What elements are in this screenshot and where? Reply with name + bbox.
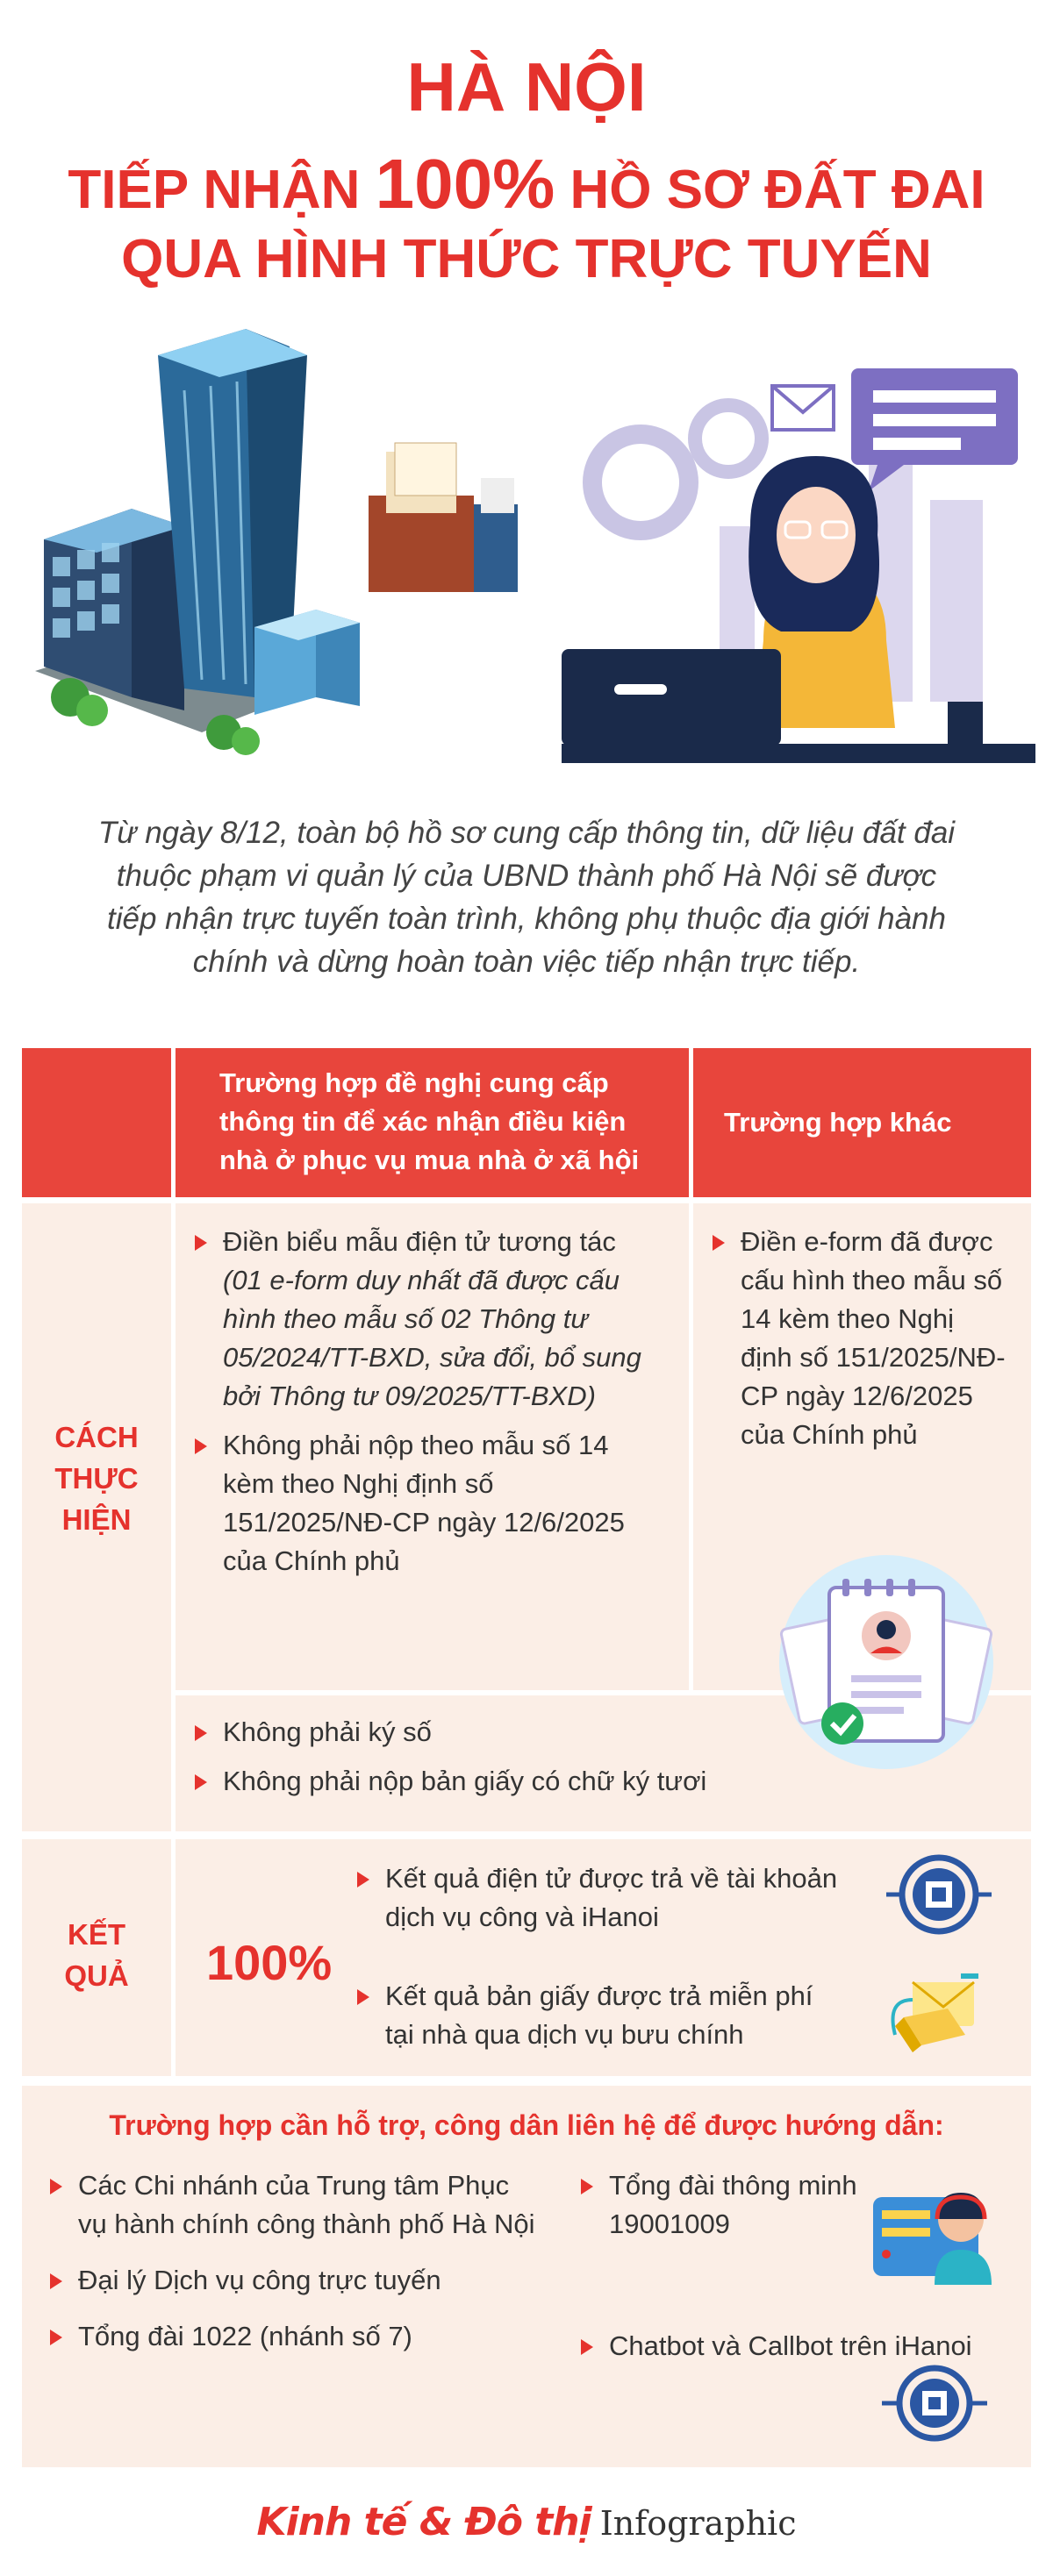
footer [0,2500,1053,2544]
method-col1-cell [176,1203,689,1690]
list-item: Điền e-form đã được cấu hình theo mẫu số 14 kèm theo Nghị định số 151/2025/NĐ-CP ngày 12/6/2025 của Chính phủ [711,1223,1009,1454]
result-label: KẾT QUẢ [64,1918,129,1992]
list-item: Không phải ký số [193,1713,1005,1752]
intro-paragraph: Từ ngày 8/12, toàn bộ hồ sơ cung cấp thông tin, dữ liệu đất đai thuộc phạm vi quản lý của UBND thành phố Hà Nội sẽ được tiếp nhận trực tuyến toàn trình, không phụ thuộc địa giới hành chính và dừng hoàn toàn việc tiếp nhận trực tiếp. [97,816,956,979]
brand-logo: Kinh tế & Đô thị [256,2500,591,2544]
buildings-illustration [26,320,518,776]
result-list-wrap [355,1859,847,2065]
support-title: Trường hợp cần hỗ trợ, công dân liên hệ để được hướng dẫn: [109,2109,944,2141]
list-item: Đại lý Dịch vụ công trực tuyến [48,2261,540,2300]
title-line-2-percent: 100% [375,145,555,223]
result-list [355,1859,847,2054]
list-item [193,1223,663,1416]
title-line-3: QUA HÌNH THỨC TRỰC TUYẾN [121,229,932,289]
table-header-col2 [693,1048,1031,1197]
list-item: Không phải nộp theo mẫu số 14 kèm theo Nghị định số 151/2025/NĐ-CP ngày 12/6/2025 của Chính phủ [193,1426,663,1581]
support-left-wrap [48,2166,540,2366]
list-item: Không phải nộp bản giấy có chữ ký tươi [193,1762,1005,1801]
table-header-col1-text: Trường hợp đề nghị cung cấp thông tin để xác nhận điều kiện nhà ở phục vụ mua nhà ở xã hội [219,1067,640,1175]
title-line-1: HÀ NỘI [406,48,647,125]
brand-suffix: Infographic [599,2504,797,2543]
table-header-corner [22,1048,171,1197]
method-col1-item1-note: (01 e-form duy nhất đã được cấu hình theo mẫu số 02 Thông tư 05/2024/TT-BXD, sửa đổi, bổ sung bởi Thông tư 09/2025/TT-BXD) [223,1265,641,1411]
method-col2-list [711,1223,1009,1454]
list-item: Chatbot và Callbot trên iHanoi [579,2327,1000,2365]
list-item: Tổng đài 1022 (nhánh số 7) [48,2317,540,2356]
result-percentage: 100% [206,1935,333,1990]
delivery-package-icon [878,1965,992,2061]
hanoi-emblem-icon [882,2359,987,2447]
list-item: Kết quả điện tử được trả về tài khoản dịch vụ công và iHanoi [355,1859,847,1937]
method-col1-item1-main: Điền biểu mẫu điện tử tương tác [223,1226,616,1257]
method-label: CÁCH THỰC HIỆN [54,1421,139,1536]
table-header-col1 [176,1048,689,1197]
title-line-2-pre: TIẾP NHẬN [68,160,376,220]
list-item: Tổng đài thông minh 19001009 [579,2166,869,2244]
support-right-list [579,2166,972,2365]
form-document-icon [763,1552,1009,1772]
hanoi-emblem-icon [886,1851,992,1938]
list-item: Kết quả bản giấy được trả miễn phí tại nhà qua dịch vụ bưu chính [355,1977,847,2054]
title-line-2 [0,145,1053,223]
list-item: Các Chi nhánh của Trung tâm Phục vụ hành chính công thành phố Hà Nội [48,2166,540,2244]
support-right-wrap [579,2166,972,2376]
support-left-list [48,2166,540,2356]
method-col1-list [193,1223,663,1581]
title-line-2-post: HỒ SƠ ĐẤT ĐAI [555,160,985,220]
operator-headset-icon [869,2175,1000,2289]
table-header-col2-text: Trường hợp khác [724,1107,952,1138]
call-center-illustration [562,351,1035,772]
